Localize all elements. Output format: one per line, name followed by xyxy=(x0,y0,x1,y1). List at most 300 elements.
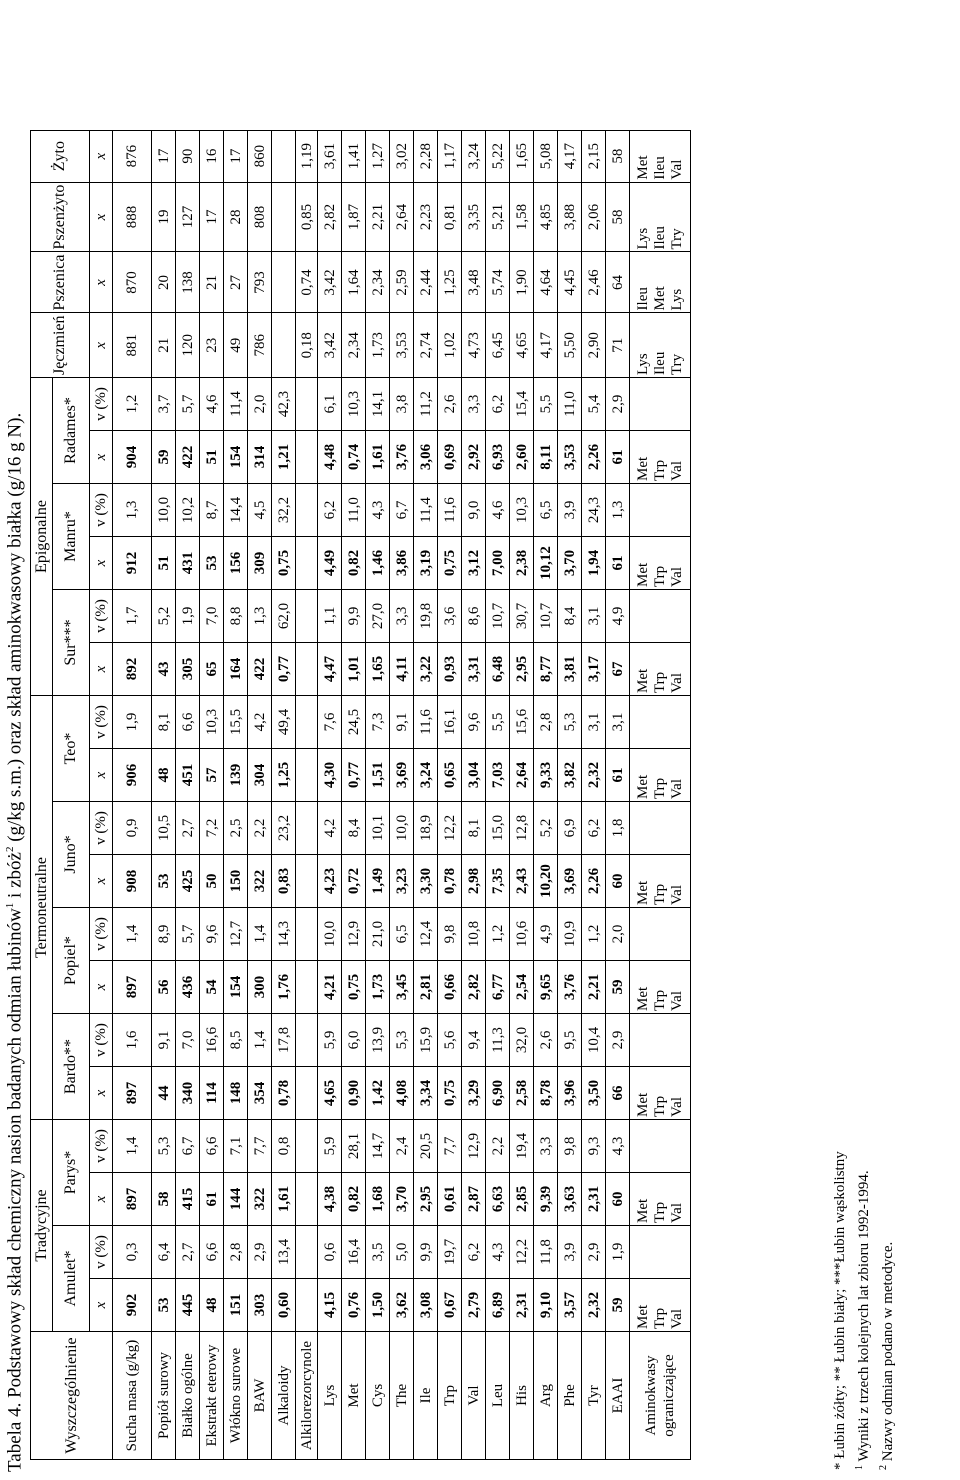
mean-cell: 0,74 xyxy=(342,431,366,484)
cv-cell: 12,9 xyxy=(342,908,366,961)
cereal-cell: 1,17 xyxy=(438,130,462,182)
cv-cell: 10,2 xyxy=(176,484,200,537)
cv-cell: 9,8 xyxy=(438,908,462,961)
mean-header: x xyxy=(90,313,113,378)
cv-cell: 0,8 xyxy=(272,1120,296,1173)
cv-cell: 3,9 xyxy=(558,1226,582,1279)
mean-cell: 897 xyxy=(113,1067,152,1120)
mean-cell: 3,69 xyxy=(390,749,414,802)
cv-cell: 32,0 xyxy=(510,1014,534,1067)
cv-cell: 12,4 xyxy=(414,908,438,961)
cereal-cell: 16 xyxy=(200,130,224,182)
mean-cell: 0,93 xyxy=(438,643,462,696)
cv-cell: 23,2 xyxy=(272,802,296,855)
cv-cell: 2,0 xyxy=(606,908,630,961)
mean-cell: 436 xyxy=(176,961,200,1014)
cereal-cell: 2,44 xyxy=(414,252,438,313)
mean-cell: 1,49 xyxy=(366,855,390,908)
cereal-cell: 3,35 xyxy=(462,182,486,252)
cv-cell: 1,3 xyxy=(113,484,152,537)
cereal-cell: 17 xyxy=(200,182,224,252)
mean-cell: 3,86 xyxy=(390,537,414,590)
mean-cell: 4,30 xyxy=(318,749,342,802)
cv-cell: 19,8 xyxy=(414,590,438,643)
cv-cell: 7,0 xyxy=(176,1014,200,1067)
mean-cell: 7,00 xyxy=(486,537,510,590)
mean-cell: 322 xyxy=(248,1173,272,1226)
mean-cell: 2,82 xyxy=(462,961,486,1014)
cv-cell: 7,2 xyxy=(200,802,224,855)
cereal-cell: 19 xyxy=(152,182,176,252)
mean-cell: 1,76 xyxy=(272,961,296,1014)
cv-cell: 8,4 xyxy=(342,802,366,855)
table-row xyxy=(510,130,534,1459)
mean-cell: 151 xyxy=(224,1279,248,1332)
empty-cell xyxy=(630,378,691,431)
limiting-aa-name: Val xyxy=(668,673,685,693)
cv-cell: 14,4 xyxy=(224,484,248,537)
cv-cell: 6,7 xyxy=(390,484,414,537)
limiting-aa-cell xyxy=(630,537,691,590)
mean-cell: 906 xyxy=(113,749,152,802)
cv-cell: 16,6 xyxy=(200,1014,224,1067)
cv-cell: 6,4 xyxy=(152,1226,176,1279)
cv-cell: 3,3 xyxy=(462,378,486,431)
cv-header: v (%) xyxy=(90,484,113,537)
mean-cell: 7,03 xyxy=(486,749,510,802)
mean-cell: 3,06 xyxy=(414,431,438,484)
cereal-cell: 786 xyxy=(248,313,272,378)
cv-cell: 2,2 xyxy=(248,802,272,855)
cv-cell xyxy=(296,590,318,643)
mean-cell: 451 xyxy=(176,749,200,802)
mean-cell: 56 xyxy=(152,961,176,1014)
mean-cell: 3,69 xyxy=(558,855,582,908)
footnote-varieties: $^2$ Nazwy odmian podano w metodyce. xyxy=(878,1241,896,1470)
cv-header: v (%) xyxy=(90,1120,113,1173)
cv-cell: 2,0 xyxy=(248,378,272,431)
cv-header: v (%) xyxy=(90,908,113,961)
mean-cell: 2,58 xyxy=(510,1067,534,1120)
mean-cell xyxy=(296,749,318,802)
cv-cell: 11,2 xyxy=(414,378,438,431)
table-row xyxy=(366,130,390,1459)
limiting-aa-name: Val xyxy=(668,159,685,180)
cv-cell: 9,6 xyxy=(462,696,486,749)
cereal-cell: 2,15 xyxy=(582,130,606,182)
cv-cell xyxy=(296,378,318,431)
limiting-aa-name: Lys xyxy=(668,288,685,311)
cv-cell: 21,0 xyxy=(366,908,390,961)
table-row xyxy=(318,130,342,1459)
mean-cell: 6,93 xyxy=(486,431,510,484)
variety-header: Amulet* xyxy=(53,1226,90,1332)
cv-cell: 1,1 xyxy=(318,590,342,643)
cv-cell: 2,4 xyxy=(390,1120,414,1173)
footnote-years: $^1$ Wyniki z trzech kolejnych lat zbioru 1992-1994. xyxy=(854,1170,872,1470)
mean-cell: 445 xyxy=(176,1279,200,1332)
mean-cell: 114 xyxy=(200,1067,224,1120)
empty-cell xyxy=(630,1226,691,1279)
cv-cell: 11,6 xyxy=(438,484,462,537)
cereal-cell: 5,50 xyxy=(558,313,582,378)
cv-cell: 5,2 xyxy=(152,590,176,643)
limiting-aa-name: Met xyxy=(634,1092,651,1117)
row-label: Białko ogólne xyxy=(176,1332,200,1460)
cv-cell: 5,0 xyxy=(390,1226,414,1279)
cv-header: v (%) xyxy=(90,378,113,431)
cv-cell: 11,3 xyxy=(486,1014,510,1067)
cv-header: v (%) xyxy=(90,802,113,855)
cv-cell: 1,7 xyxy=(113,590,152,643)
cv-cell: 3,8 xyxy=(390,378,414,431)
cv-cell: 3,1 xyxy=(606,696,630,749)
cereal-cell: 20 xyxy=(152,252,176,313)
mean-cell: 0,60 xyxy=(272,1279,296,1332)
limiting-aa-cell xyxy=(630,1173,691,1226)
cv-cell: 5,7 xyxy=(176,908,200,961)
cv-cell: 8,8 xyxy=(224,590,248,643)
limiting-aa-name: Met xyxy=(634,774,651,799)
cv-cell: 10,9 xyxy=(558,908,582,961)
mean-cell: 422 xyxy=(248,643,272,696)
mean-cell: 3,24 xyxy=(414,749,438,802)
variety-header: Popiel* xyxy=(53,908,90,1014)
mean-cell: 60 xyxy=(606,1173,630,1226)
cv-cell: 3,7 xyxy=(152,378,176,431)
cereal-cell: 1,64 xyxy=(342,252,366,313)
cv-cell: 6,6 xyxy=(176,696,200,749)
mean-cell: 3,76 xyxy=(558,961,582,1014)
cv-header: v (%) xyxy=(90,1226,113,1279)
mean-cell: 322 xyxy=(248,855,272,908)
limiting-aa-name: Trp xyxy=(651,459,668,481)
mean-cell: 4,38 xyxy=(318,1173,342,1226)
mean-cell: 2,54 xyxy=(510,961,534,1014)
cv-cell: 10,0 xyxy=(152,484,176,537)
variety-header: Parys* xyxy=(53,1120,90,1226)
cv-cell: 0,9 xyxy=(113,802,152,855)
row-label: Trp xyxy=(438,1332,462,1460)
cereal-cell: 1,73 xyxy=(366,313,390,378)
cv-cell: 12,7 xyxy=(224,908,248,961)
cv-cell: 17,8 xyxy=(272,1014,296,1067)
mean-cell: 3,08 xyxy=(414,1279,438,1332)
mean-cell: 0,65 xyxy=(438,749,462,802)
mean-header: x xyxy=(90,749,113,802)
limiting-aa-name: Trp xyxy=(651,989,668,1011)
cv-cell: 10,7 xyxy=(486,590,510,643)
mean-cell xyxy=(296,1067,318,1120)
cereal-cell: 2,90 xyxy=(582,313,606,378)
cv-cell: 18,9 xyxy=(414,802,438,855)
cereal-cell: 0,81 xyxy=(438,182,462,252)
mean-cell: 51 xyxy=(152,537,176,590)
cv-cell: 1,3 xyxy=(606,484,630,537)
mean-cell: 897 xyxy=(113,1173,152,1226)
mean-cell: 6,77 xyxy=(486,961,510,1014)
cereal-cell xyxy=(272,130,296,182)
row-label: Włókno surowe xyxy=(224,1332,248,1460)
mean-cell: 1,51 xyxy=(366,749,390,802)
variety-header: Juno* xyxy=(53,802,90,908)
mean-cell: 9,65 xyxy=(534,961,558,1014)
cv-cell: 2,8 xyxy=(224,1226,248,1279)
limiting-aa-name: Ileu xyxy=(651,226,668,250)
cereal-cell: 4,73 xyxy=(462,313,486,378)
limiting-aa-name: Met xyxy=(634,155,651,180)
cv-cell: 10,1 xyxy=(366,802,390,855)
mean-cell xyxy=(296,961,318,1014)
mean-cell: 0,72 xyxy=(342,855,366,908)
mean-cell: 1,65 xyxy=(366,643,390,696)
cv-cell: 7,3 xyxy=(366,696,390,749)
empty-cell xyxy=(630,1120,691,1173)
cereal-cell: 5,08 xyxy=(534,130,558,182)
cv-cell: 1,4 xyxy=(248,1014,272,1067)
cv-cell: 15,9 xyxy=(414,1014,438,1067)
mean-cell: 0,76 xyxy=(342,1279,366,1332)
cereal-cell: 870 xyxy=(113,252,152,313)
limiting-aa-name: Val xyxy=(668,1203,685,1223)
cv-cell: 0,3 xyxy=(113,1226,152,1279)
mean-cell: 164 xyxy=(224,643,248,696)
cv-cell: 5,7 xyxy=(176,378,200,431)
cv-cell: 7,1 xyxy=(224,1120,248,1173)
mean-cell: 2,43 xyxy=(510,855,534,908)
mean-header: x xyxy=(90,182,113,252)
cv-cell: 0,6 xyxy=(318,1226,342,1279)
mean-cell: 61 xyxy=(200,1173,224,1226)
mean-cell: 3,31 xyxy=(462,643,486,696)
footnote-lupin-types: * Łubin żółty; ** Łubin biały; ***Łubin wąskolistny xyxy=(832,1151,848,1470)
table-row xyxy=(296,130,318,1459)
limiting-aa-cell xyxy=(630,252,691,313)
mean-cell: 53 xyxy=(200,537,224,590)
cv-cell: 1,9 xyxy=(176,590,200,643)
variety-header: Sur*** xyxy=(53,590,90,696)
cv-cell: 10,5 xyxy=(152,802,176,855)
cereal-cell: 0,18 xyxy=(296,313,318,378)
mean-cell: 156 xyxy=(224,537,248,590)
limiting-aa-name: Met xyxy=(634,880,651,905)
empty-cell xyxy=(630,696,691,749)
mean-cell: 4,21 xyxy=(318,961,342,1014)
cv-cell: 1,2 xyxy=(582,908,606,961)
limiting-aa-cell xyxy=(630,1067,691,1120)
mean-cell: 0,90 xyxy=(342,1067,366,1120)
table-row xyxy=(342,130,366,1459)
limiting-aa-name: Lys xyxy=(634,227,651,250)
cereal-cell: 127 xyxy=(176,182,200,252)
mean-cell: 0,75 xyxy=(438,1067,462,1120)
cereal-cell: 28 xyxy=(224,182,248,252)
variety-header: Teo* xyxy=(53,696,90,802)
mean-cell: 2,31 xyxy=(582,1173,606,1226)
cv-cell: 12,2 xyxy=(510,1226,534,1279)
cv-cell: 1,9 xyxy=(113,696,152,749)
table-row xyxy=(582,130,606,1459)
mean-cell: 3,96 xyxy=(558,1067,582,1120)
cv-cell: 9,5 xyxy=(558,1014,582,1067)
mean-cell: 3,70 xyxy=(390,1173,414,1226)
cv-cell: 1,9 xyxy=(606,1226,630,1279)
mean-cell: 1,21 xyxy=(272,431,296,484)
cv-cell: 2,5 xyxy=(224,802,248,855)
mean-cell: 4,48 xyxy=(318,431,342,484)
mean-cell: 61 xyxy=(606,537,630,590)
mean-cell: 150 xyxy=(224,855,248,908)
mean-cell: 0,69 xyxy=(438,431,462,484)
cereal-cell: 4,17 xyxy=(558,130,582,182)
cereal-cell: 3,24 xyxy=(462,130,486,182)
cereal-cell: 1,65 xyxy=(510,130,534,182)
cereal-cell: 71 xyxy=(606,313,630,378)
cv-cell: 10,0 xyxy=(390,802,414,855)
cv-cell: 10,4 xyxy=(582,1014,606,1067)
mean-cell: 0,61 xyxy=(438,1173,462,1226)
cv-cell: 32,2 xyxy=(272,484,296,537)
mean-cell: 0,77 xyxy=(272,643,296,696)
limiting-aa-name: Met xyxy=(634,668,651,693)
cv-cell: 3,9 xyxy=(558,484,582,537)
mean-cell: 314 xyxy=(248,431,272,484)
table-row xyxy=(200,130,224,1459)
cv-cell: 9,6 xyxy=(200,908,224,961)
cv-cell: 8,4 xyxy=(558,590,582,643)
limiting-aa-name: Met xyxy=(634,986,651,1011)
limiting-aa-name: Try xyxy=(668,353,685,375)
cereal-cell: 21 xyxy=(152,313,176,378)
limiting-aa-name: Ileu xyxy=(651,156,668,180)
cv-cell: 9,8 xyxy=(558,1120,582,1173)
cv-cell: 5,3 xyxy=(558,696,582,749)
mean-cell xyxy=(296,855,318,908)
cereal-cell: 3,88 xyxy=(558,182,582,252)
mean-cell: 60 xyxy=(606,855,630,908)
cereal-cell: 860 xyxy=(248,130,272,182)
cv-cell xyxy=(296,1120,318,1173)
mean-cell: 300 xyxy=(248,961,272,1014)
cv-cell: 4,9 xyxy=(534,908,558,961)
mean-cell: 0,82 xyxy=(342,1173,366,1226)
mean-cell: 892 xyxy=(113,643,152,696)
cv-header: v (%) xyxy=(90,696,113,749)
mean-cell: 3,29 xyxy=(462,1067,486,1120)
cv-cell: 12,9 xyxy=(462,1120,486,1173)
cv-cell: 1,4 xyxy=(248,908,272,961)
cv-cell: 1,2 xyxy=(113,378,152,431)
mean-cell: 3,70 xyxy=(558,537,582,590)
mean-cell: 4,15 xyxy=(318,1279,342,1332)
mean-cell: 902 xyxy=(113,1279,152,1332)
group-header: Tradycyjne xyxy=(31,1120,53,1332)
row-label: Aminokwasy ograniczające xyxy=(630,1332,691,1460)
cv-cell: 6,1 xyxy=(318,378,342,431)
limiting-aa-name: Val xyxy=(668,1097,685,1117)
cereal-cell: 49 xyxy=(224,313,248,378)
mean-cell: 59 xyxy=(152,431,176,484)
mean-header: x xyxy=(90,643,113,696)
mean-cell: 4,65 xyxy=(318,1067,342,1120)
mean-cell: 2,95 xyxy=(510,643,534,696)
header-corner: Wyszczególnienie xyxy=(31,1332,113,1460)
cereal-cell: 1,90 xyxy=(510,252,534,313)
mean-cell: 2,87 xyxy=(462,1173,486,1226)
cv-cell: 2,7 xyxy=(176,802,200,855)
table-row xyxy=(438,130,462,1459)
cv-cell: 24,3 xyxy=(582,484,606,537)
mean-cell: 1,46 xyxy=(366,537,390,590)
mean-cell: 3,57 xyxy=(558,1279,582,1332)
cv-cell: 9,1 xyxy=(390,696,414,749)
cv-cell: 2,9 xyxy=(606,378,630,431)
limiting-aa-row xyxy=(630,130,691,1459)
mean-cell: 2,26 xyxy=(582,855,606,908)
limiting-aa-name: Met xyxy=(634,562,651,587)
table-row xyxy=(152,130,176,1459)
mean-cell: 139 xyxy=(224,749,248,802)
mean-cell: 340 xyxy=(176,1067,200,1120)
cv-cell: 6,7 xyxy=(176,1120,200,1173)
table-row xyxy=(224,130,248,1459)
table-row xyxy=(113,130,152,1459)
cv-cell: 9,4 xyxy=(462,1014,486,1067)
cv-cell: 6,2 xyxy=(582,802,606,855)
mean-header: x xyxy=(90,431,113,484)
row-label: Phe xyxy=(558,1332,582,1460)
cv-cell: 6,0 xyxy=(342,1014,366,1067)
mean-cell: 66 xyxy=(606,1067,630,1120)
cereal-header: Pszenica xyxy=(31,252,90,313)
cv-cell: 5,5 xyxy=(534,378,558,431)
cv-cell: 8,7 xyxy=(200,484,224,537)
cv-cell: 1,6 xyxy=(113,1014,152,1067)
mean-cell: 3,19 xyxy=(414,537,438,590)
mean-cell: 3,50 xyxy=(582,1067,606,1120)
limiting-aa-name: Val xyxy=(668,885,685,905)
mean-cell: 61 xyxy=(606,749,630,802)
cv-cell: 7,0 xyxy=(200,590,224,643)
row-label: EAAI xyxy=(606,1332,630,1460)
mean-cell: 3,81 xyxy=(558,643,582,696)
cereal-cell xyxy=(272,313,296,378)
cereal-cell: 2,74 xyxy=(414,313,438,378)
cv-cell: 4,5 xyxy=(248,484,272,537)
cv-cell: 4,2 xyxy=(248,696,272,749)
mean-cell: 9,33 xyxy=(534,749,558,802)
cv-cell: 6,6 xyxy=(200,1120,224,1173)
limiting-aa-name: Val xyxy=(668,991,685,1011)
cereal-cell: 876 xyxy=(113,130,152,182)
limiting-aa-name: Val xyxy=(668,567,685,587)
row-label: Sucha masa (g/kg) xyxy=(113,1332,152,1460)
mean-header: x xyxy=(90,130,113,182)
cereal-cell: 90 xyxy=(176,130,200,182)
table-caption: Tabela 4. Podstawowy skład chemiczny nasion badanych odmian łubinów$^1$ i zbóż$^2$ (g/kg s.m.) oraz skład aminokwasowy białka (g/16 g N). xyxy=(4,412,26,1472)
cv-cell: 10,8 xyxy=(462,908,486,961)
mean-cell: 3,76 xyxy=(390,431,414,484)
mean-cell: 8,78 xyxy=(534,1067,558,1120)
cereal-cell: 1,27 xyxy=(366,130,390,182)
mean-cell: 303 xyxy=(248,1279,272,1332)
mean-cell: 2,79 xyxy=(462,1279,486,1332)
row-label: His xyxy=(510,1332,534,1460)
mean-cell: 4,08 xyxy=(390,1067,414,1120)
mean-cell: 2,60 xyxy=(510,431,534,484)
empty-cell xyxy=(630,484,691,537)
mean-cell xyxy=(296,643,318,696)
